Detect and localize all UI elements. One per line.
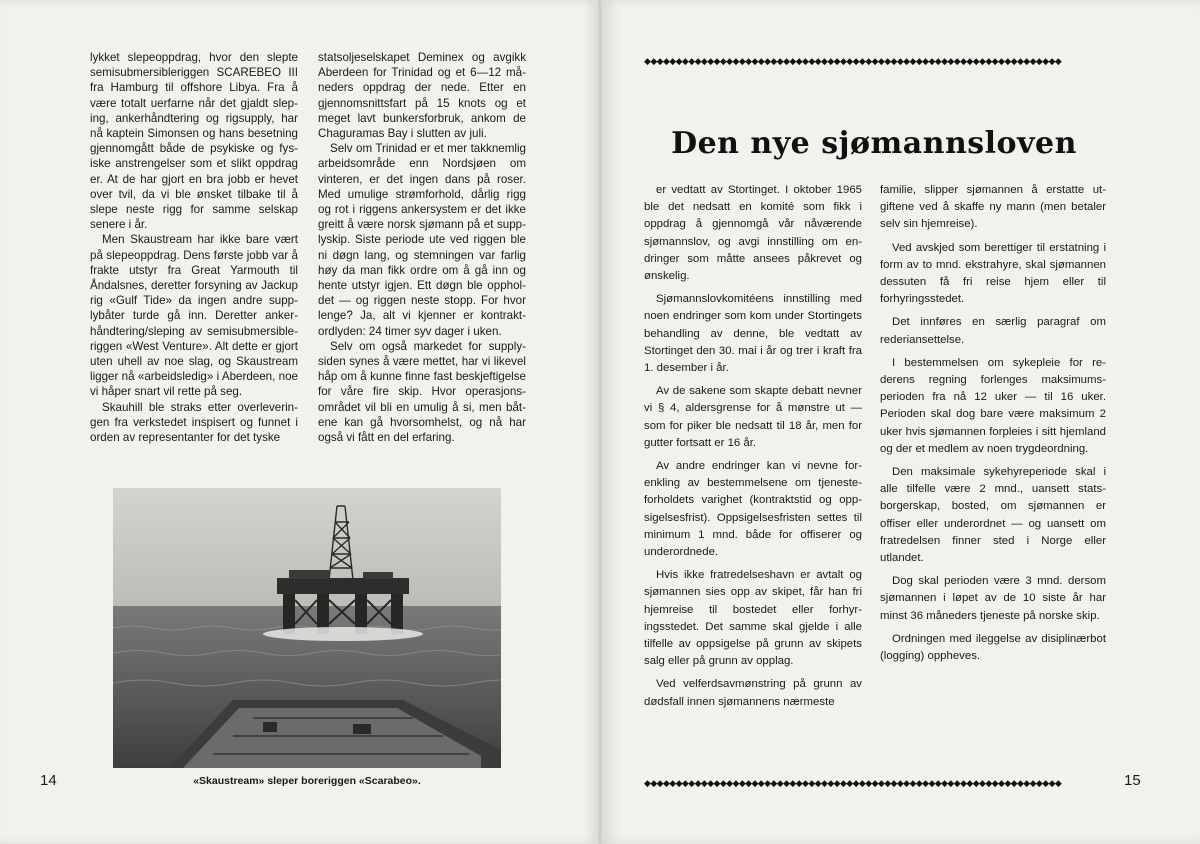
diamond-rule-top: ◆◆◆◆◆◆◆◆◆◆◆◆◆◆◆◆◆◆◆◆◆◆◆◆◆◆◆◆◆◆◆◆◆◆◆◆◆◆◆◆◆◆◆◆◆◆◆◆◆◆◆◆◆◆◆◆◆◆◆◆◆◆◆◆◆◆ [644,56,1062,66]
paragraph: Den maksimale sykehyreperiode skal i alle tilfelle være 2 mnd., uansett statsborgerskap, bosted, om sjømannen er offiser eller underordnet — og uansett om fratredelsen finner sted i Norge eller utlandet. [880,466,1106,565]
paragraph: er vedtatt av Stortinget. I oktober 1965 ble det nedsatt en komité som fikk i oppdrag å gjennomgå vår nåværende sjømannslov, og avgi innstilling om endringer som måtte ansees påkrevet og ønskelig. [644,184,862,283]
paragraph: Av andre endringer kan vi nevne forenkling av bestemmelsene om tjenesteforholdets varighet (kontraktstid og oppsigelsesfrist). Oppsigelsesfristen settes til minimum 1 mnd. både for offiserer og underordnede. [644,460,862,559]
left-text-column-1 [90,50,298,445]
left-page [0,0,598,844]
paragraph: Selv om Trinidad er et mer takknemlig arbeidsområde enn Nordsjøen om vinteren, er det ingen dans på roser. Med umulige strømforhold, dårlig rigg og rot i riggens ankersystem er det ikke greitt å være norsk sjømann på et supplyskip. Siste periode ute ved riggen ble ni døgn lang, og stemningen var farlig høy da man fikk ordre om å gå inn og hente utstyr igjen. Ett døgn ble oppholdet — og riggen neste stopp. For hvor lenge? Ja, alt vi kjenner er kontraktordlyden: 24 timer syv dager i uken. [318,142,526,338]
right-page [602,0,1200,844]
page-number: 14 [40,772,57,789]
left-text-column-2 [318,50,526,445]
paragraph: statsoljeselskapet Deminex og avgikk Aberdeen for Trinidad og et 6—12 måneders oppdrag der nede. Etter en gjennomsnittsfart på 15 knots og et meget lavt bunkersforbruk, ankom de Chaguramas Bay i slutten av juli. [318,51,526,141]
paragraph: Ved avskjed som berettiger til erstatning i form av to mnd. ekstrahyre, skal sjømannen dessuten få fri reise hjem eller til forhyringsstedet. [880,241,1106,306]
photo-caption: «Skaustream» sleper boreriggen «Scarabeo». [193,775,421,787]
paragraph: Hvis ikke fratredelseshavn er avtalt og sjømannen sies opp av skipet, får han fri hjemreise til bostedet eller forhyringsstedet. Det samme skal gjelde i alle tilfelle av oppsigelse på grunn av skipets salg eller på grunn av opplag. [644,569,862,668]
paragraph: I bestemmelsen om sykepleie for rederens regning forlenges maksimumsperioden fra nå 12 uker — til 16 uker. Perioden skal dog bare være maksimum 2 uker hvis sjømannen forpleies i sitt hjemland og der et medlem av noen trygdeordning. [880,356,1106,455]
right-text-column-2 [880,182,1106,671]
paragraph: familie, slipper sjømannen å erstatte utgiftene ved å skaffe ny mann (men betaler selv sin hjemreise). [880,184,1106,231]
paragraph: Sjømannslovkomitéens innstilling med noen endringer som kom under Stortingets behandling av denne, ble vedtatt av Stortinget den 30. mai i år og trer i kraft fra 1. desember i år. [644,293,862,375]
right-text-column-1 [644,182,862,717]
paragraph: Ved velferdsavmønstring på grunn av dødsfall innen sjømannens nærmeste [644,678,862,708]
oil-rig-photo [113,488,501,768]
paragraph: Selv om også markedet for supplysiden synes å være mettet, har vi likevel håp om å kunne finne fast beskjeftigelse for våre fire skip. Hvor operasjonsområdet vil bli en umulig å si, men båtene kan gå hvorsomhelst, og nå har også vi fått en del erfaring. [318,339,526,445]
paragraph: lykket slepeoppdrag, hvor den slepte semisubmersibleriggen SCAREBEO III fra Hamburg til offshore Libya. Fra å være totalt uerfarne når det gjaldt sleping, ankerhåndtering og rigsupply, har nå kaptein Simonsen og hans besetning gjennomgått både de psykiske og fysiske anstrengelser som et slikt oppdrag er. At de har gjort en bra jobb er hevet over tvil, da vi ble ønsket tilbake til å slepe neste rigg for samme selskap senere i år. [90,51,298,232]
paragraph: Av de sakene som skapte debatt nevner vi § 4, aldersgrense for å mønstre ut — som for piker ble nedsatt til 18 år, men for gutter fortsatt er 16 år. [644,385,862,449]
page-number: 15 [1124,772,1141,789]
paragraph: Dog skal perioden være 3 mnd. dersom sjømannen i løpet av de 10 siste år har minst 36 måneders tjeneste på norske skip. [880,575,1106,622]
paragraph: Ordningen med ileggelse av disiplinærbot (logging) oppheves. [880,632,1106,663]
paragraph: Det innføres en særlig paragraf om rederiansettelse. [880,316,1106,346]
paragraph: Men Skaustream har ikke bare vært på slepeoppdrag. Dens første jobb var å frakte utstyr fra Great Yarmouth til Åndalsnes, deretter forsyning av Jackup rig «Gulf Tide» da ingen andre supplybåter turde gå inn. Deretter ankerhåndtering/sleping av semisubmersibleriggen «West Venture». Alt dette er gjort uten uhell av noe slag, og Skaustream ligger nå «arbeidsledig» i Aberdeen, noe vi håper snart vil rette på seg. [90,233,298,399]
paragraph: Skauhill ble straks etter overleveringen fra verkstedet inspisert og funnet i orden av representanter for det tyske [90,400,298,445]
article-title: Den nye sjømannsloven [671,126,1077,161]
diamond-rule-bottom: ◆◆◆◆◆◆◆◆◆◆◆◆◆◆◆◆◆◆◆◆◆◆◆◆◆◆◆◆◆◆◆◆◆◆◆◆◆◆◆◆◆◆◆◆◆◆◆◆◆◆◆◆◆◆◆◆◆◆◆◆◆◆◆◆◆◆ [644,778,1062,788]
